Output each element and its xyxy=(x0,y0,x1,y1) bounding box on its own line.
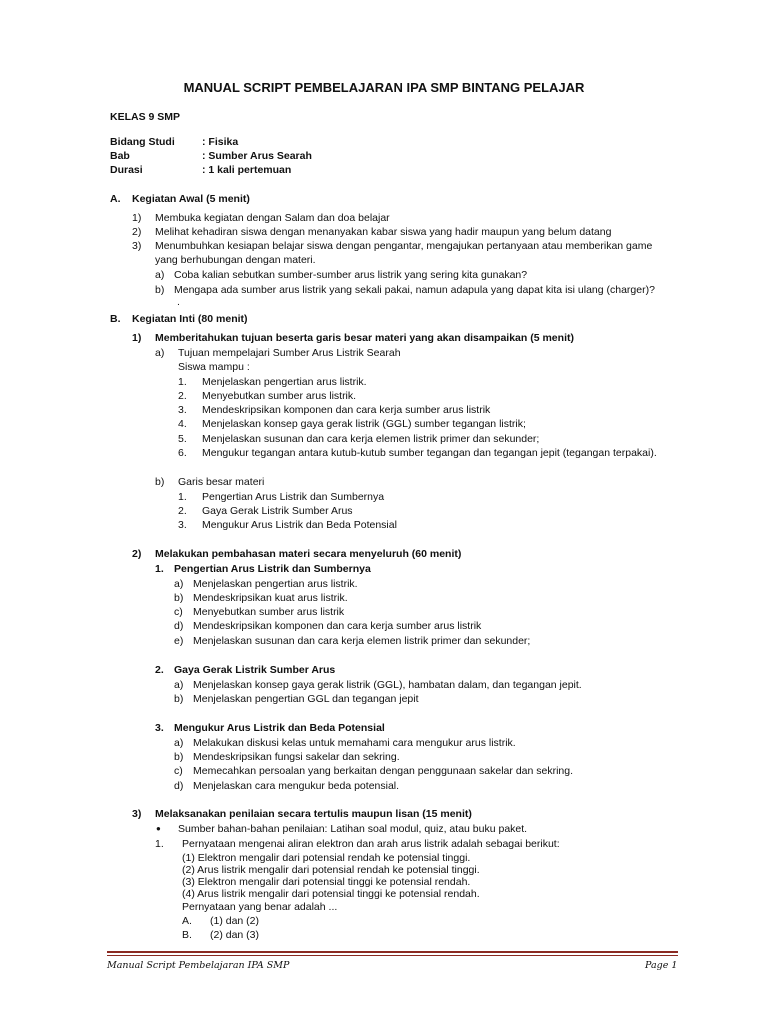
stray-dot: . xyxy=(177,296,180,308)
goal-item: Menyebutkan sumber arus listrik. xyxy=(202,390,357,402)
statement: (2) Arus listrik mengalir dari potensial rendah ke potensial tinggi. xyxy=(182,864,480,876)
question-prompt: Pernyataan yang benar adalah ... xyxy=(182,901,338,913)
outline-item: Pengertian Arus Listrik dan Sumbernya xyxy=(202,491,385,503)
topic-heading: Gaya Gerak Listrik Sumber Arus xyxy=(174,664,336,676)
topic-item: Mendeskripsikan fungsi sakelar dan sekring. xyxy=(193,751,400,763)
goal-number: 1. xyxy=(178,376,187,388)
topic-letter: b) xyxy=(174,592,184,604)
sub-item: Garis besar materi xyxy=(178,476,265,488)
page-number: Page 1 xyxy=(645,960,678,971)
list-item: Membuka kegiatan dengan Salam dan doa belajar xyxy=(155,212,390,224)
goal-item: Menjelaskan susunan dan cara kerja elemen listrik primer dan sekunder; xyxy=(202,433,540,445)
option-letter: B. xyxy=(182,929,192,941)
outline-number: 1. xyxy=(178,491,187,503)
sub-letter: a) xyxy=(155,347,165,359)
goal-number: 5. xyxy=(178,433,187,445)
info-value-subject: : Fisika xyxy=(202,136,239,148)
topic-letter: d) xyxy=(174,780,184,792)
question-number: 1. xyxy=(155,838,164,850)
option-text: (2) dan (3) xyxy=(210,929,260,941)
question-text: Pernyataan mengenai aliran elektron dan arah arus listrik adalah sebagai berikut: xyxy=(182,838,560,850)
list-item: Menumbuhkan kesiapan belajar siswa dengan pengantar, mengajukan pertanyaan atau memberikan game xyxy=(155,240,653,252)
topic-item: Menyebutkan sumber arus listrik xyxy=(193,606,345,618)
option-letter: A. xyxy=(182,915,192,927)
statement: (1) Elektron mengalir dari potensial rendah ke potensial tinggi. xyxy=(182,852,471,864)
list-number: 2) xyxy=(132,226,142,238)
topic-item: Mendeskripsikan kuat arus listrik. xyxy=(193,592,348,604)
goal-number: 6. xyxy=(178,447,187,459)
sub-item: Mengapa ada sumber arus listrik yang sekali pakai, namun adapula yang dapat kita isi ulang (charger)? xyxy=(174,284,655,296)
section-a-heading: Kegiatan Awal (5 menit) xyxy=(132,193,250,205)
step-number: 2) xyxy=(132,548,142,560)
info-label-duration: Durasi xyxy=(110,164,143,176)
footer-left: Manual Script Pembelajaran IPA SMP xyxy=(107,960,290,971)
step-number: 1) xyxy=(132,332,142,344)
footer-rule-thick xyxy=(107,951,678,953)
step-heading: Memberitahukan tujuan beserta garis besar materi yang akan disampaikan (5 menit) xyxy=(155,332,574,344)
topic-number: 2. xyxy=(155,664,164,676)
topic-letter: a) xyxy=(174,578,184,590)
topic-item: Mendeskripsikan komponen dan cara kerja sumber arus listrik xyxy=(193,620,482,632)
statement: (4) Arus listrik mengalir dari potensial tinggi ke potensial rendah. xyxy=(182,888,480,900)
sub-letter: a) xyxy=(155,269,165,281)
statement: (3) Elektron mengalir dari potensial tinggi ke potensial rendah. xyxy=(182,876,471,888)
info-label-chapter: Bab xyxy=(110,150,130,162)
footer-rule-thin xyxy=(107,955,678,956)
topic-letter: c) xyxy=(174,765,183,777)
step-heading: Melaksanakan penilaian secara tertulis maupun lisan (15 menit) xyxy=(155,808,472,820)
topic-item: Melakukan diskusi kelas untuk memahami cara mengukur arus listrik. xyxy=(193,737,516,749)
list-number: 3) xyxy=(132,240,142,252)
list-item: Melihat kehadiran siswa dengan menanyakan kabar siswa yang hadir maupun yang belum datang xyxy=(155,226,612,238)
info-label-subject: Bidang Studi xyxy=(110,136,175,148)
topic-letter: b) xyxy=(174,693,184,705)
topic-item: Menjelaskan pengertian GGL dan tegangan jepit xyxy=(193,693,419,705)
section-b-letter: B. xyxy=(110,313,121,325)
goal-number: 3. xyxy=(178,404,187,416)
section-b-heading: Kegiatan Inti (80 menit) xyxy=(132,313,248,325)
outline-number: 2. xyxy=(178,505,187,517)
topic-item: Menjelaskan pengertian arus listrik. xyxy=(193,578,358,590)
topic-letter: b) xyxy=(174,751,184,763)
step-number: 3) xyxy=(132,808,142,820)
topic-letter: c) xyxy=(174,606,183,618)
topic-heading: Mengukur Arus Listrik dan Beda Potensial xyxy=(174,722,385,734)
goal-number: 2. xyxy=(178,390,187,402)
option-text: (1) dan (2) xyxy=(210,915,260,927)
topic-item: Menjelaskan susunan dan cara kerja elemen listrik primer dan sekunder; xyxy=(193,635,531,647)
topic-item: Menjelaskan cara mengukur beda potensial. xyxy=(193,780,400,792)
goal-item: Menjelaskan pengertian arus listrik. xyxy=(202,376,367,388)
info-value-duration: : 1 kali pertemuan xyxy=(202,164,292,176)
topic-letter: e) xyxy=(174,635,184,647)
sub-letter: b) xyxy=(155,476,165,488)
section-a-letter: A. xyxy=(110,193,121,205)
topic-number: 3. xyxy=(155,722,164,734)
sub-intro: Siswa mampu : xyxy=(178,361,250,373)
topic-letter: a) xyxy=(174,737,184,749)
topic-heading: Pengertian Arus Listrik dan Sumbernya xyxy=(174,563,371,575)
sub-item: Coba kalian sebutkan sumber-sumber arus listrik yang sering kita gunakan? xyxy=(174,269,528,281)
topic-letter: d) xyxy=(174,620,184,632)
step-heading: Melakukan pembahasan materi secara menyeluruh (60 menit) xyxy=(155,548,462,560)
sub-item: Tujuan mempelajari Sumber Arus Listrik Searah xyxy=(178,347,401,359)
list-item-continuation: yang berhubungan dengan materi. xyxy=(155,254,316,266)
bullet-text: Sumber bahan-bahan penilaian: Latihan soal modul, quiz, atau buku paket. xyxy=(178,823,528,835)
outline-number: 3. xyxy=(178,519,187,531)
outline-item: Gaya Gerak Listrik Sumber Arus xyxy=(202,505,353,517)
goal-number: 4. xyxy=(178,418,187,430)
info-value-chapter: : Sumber Arus Searah xyxy=(202,150,312,162)
topic-item: Memecahkan persoalan yang berkaitan dengan penggunaan sakelar dan sekring. xyxy=(193,765,574,777)
outline-item: Mengukur Arus Listrik dan Beda Potensial xyxy=(202,519,397,531)
class-label: KELAS 9 SMP xyxy=(110,111,181,123)
topic-item: Menjelaskan konsep gaya gerak listrik (GGL), hambatan dalam, dan tegangan jepit. xyxy=(193,679,582,691)
topic-letter: a) xyxy=(174,679,184,691)
goal-item: Mengukur tegangan antara kutub-kutub sumber tegangan dan tegangan jepit (tegangan terpakai). xyxy=(202,447,657,459)
document-title: MANUAL SCRIPT PEMBELAJARAN IPA SMP BINTANG PELAJAR xyxy=(183,80,585,95)
goal-item: Mendeskripsikan komponen dan cara kerja sumber arus listrik xyxy=(202,404,491,416)
goal-item: Menjelaskan konsep gaya gerak listrik (GGL) sumber tegangan listrik; xyxy=(202,418,526,430)
list-number: 1) xyxy=(132,212,142,224)
bullet-icon: ● xyxy=(156,824,161,833)
sub-letter: b) xyxy=(155,284,165,296)
topic-number: 1. xyxy=(155,563,164,575)
